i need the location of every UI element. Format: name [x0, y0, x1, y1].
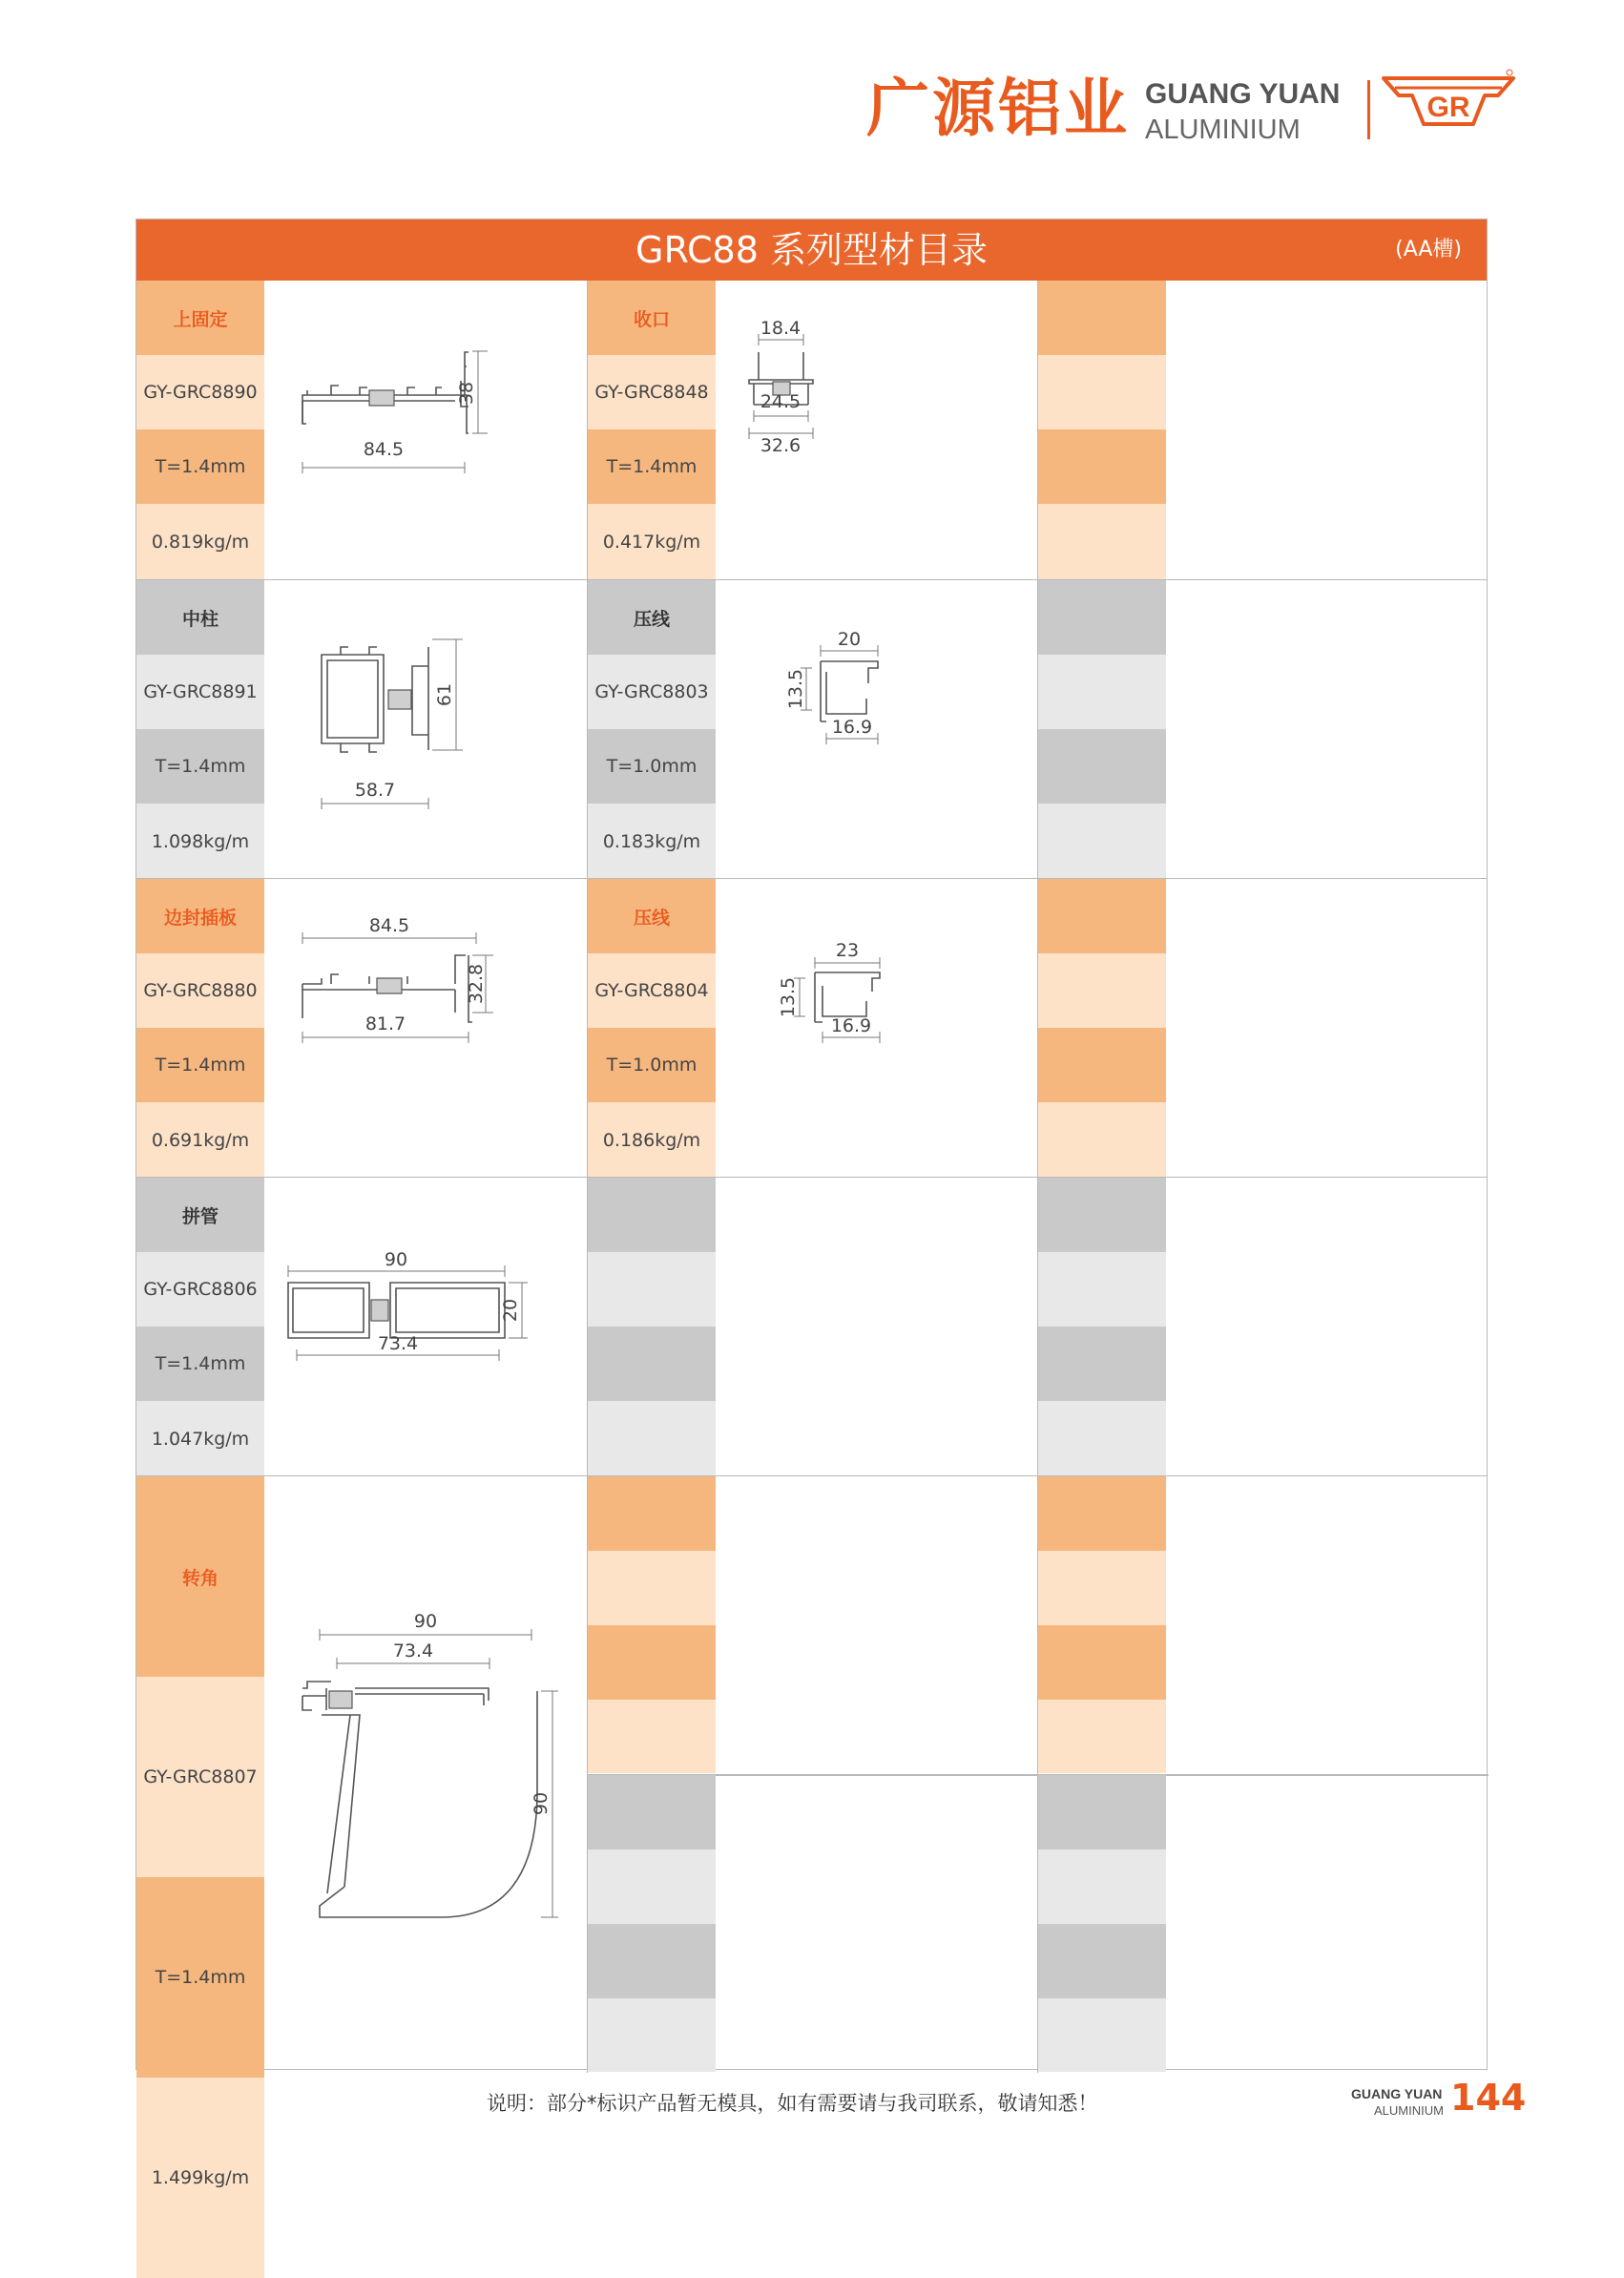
spec-thickness: T=1.0mm [588, 1028, 716, 1102]
brand-divider [1367, 80, 1370, 139]
spec-column [588, 580, 716, 878]
profile-diagram [716, 879, 1037, 1177]
profile-drawing [716, 580, 1037, 878]
spec-weight: 0.819kg/m [136, 504, 264, 579]
spec-thickness: T=1.4mm [588, 429, 716, 504]
spec-column [1038, 1178, 1166, 1475]
profile-drawing [1166, 281, 1489, 579]
spec-blank [588, 1775, 716, 1850]
spec-column [588, 1476, 716, 2073]
catalog-cell [1037, 281, 1489, 579]
profile-drawing [264, 580, 587, 878]
dim-height: 20 [500, 1298, 521, 1323]
dim-top-width: 18.4 [760, 318, 802, 339]
spec-code [1038, 1551, 1166, 1625]
catalog-row [136, 1177, 1487, 1475]
spec-name [1038, 879, 1166, 953]
spec-weight [1038, 804, 1166, 879]
spec-name [588, 1178, 716, 1252]
spec-code: GY-GRC8890 [136, 355, 264, 429]
profile-drawing [716, 281, 1037, 579]
spec-name [1038, 1476, 1166, 1551]
spec-code [588, 1551, 716, 1625]
spec-column [1038, 580, 1166, 878]
spec-code: GY-GRC8891 [136, 655, 264, 729]
spec-code: GY-GRC8804 [588, 953, 716, 1028]
spec-column [136, 281, 264, 579]
dim-height: 38 [456, 381, 477, 406]
spec-weight: 0.417kg/m [588, 504, 716, 579]
profile-drawing [1166, 1178, 1489, 1475]
catalog-title-bar [136, 219, 1487, 281]
catalog-cell [1037, 580, 1489, 878]
spec-name: 边封插板 [136, 879, 264, 953]
spec-code [1038, 953, 1166, 1028]
profile-diagram [264, 580, 587, 878]
spec-blank [1038, 1998, 1166, 2072]
catalog-cell [587, 1178, 1037, 1475]
catalog-cell [1037, 879, 1489, 1177]
catalog-title: GRC88 系列型材目录 [635, 229, 988, 271]
profile-drawing [264, 1476, 587, 2073]
spec-blank [588, 1850, 716, 1924]
footer-brand-line2: ALUMINIUM [1374, 2103, 1444, 2118]
profile-drawing [264, 281, 587, 579]
spec-thickness: T=1.4mm [136, 429, 264, 504]
catalog-row [136, 878, 1487, 1177]
spec-column [136, 1476, 264, 2188]
profile-diagram [716, 1178, 1037, 1475]
profile-diagram [1166, 879, 1489, 1177]
spec-blank [1038, 1850, 1166, 1924]
spec-weight: 0.691kg/m [136, 1102, 264, 1178]
spec-weight [1038, 504, 1166, 579]
dim-width: 58.7 [354, 780, 396, 801]
spec-blank [1038, 1775, 1166, 1850]
dim-bottom-width: 16.9 [831, 717, 873, 738]
spec-column [588, 1178, 716, 1475]
dim-height: 13.5 [785, 668, 806, 710]
spec-name: 转角 [136, 1476, 264, 1677]
spec-blank [588, 1924, 716, 1998]
catalog-cell [136, 879, 587, 1177]
profile-diagram [1166, 1178, 1489, 1475]
dim-outer-width: 32.6 [760, 435, 802, 456]
dim-width: 23 [835, 940, 860, 961]
brand-name-en-line2: ALUMINIUM [1145, 115, 1301, 145]
spec-name: 收口 [588, 281, 716, 355]
spec-thickness: T=1.4mm [136, 1028, 264, 1102]
profile-drawing [1166, 1476, 1489, 2073]
spec-name [588, 1476, 716, 1551]
profile-diagram [716, 1476, 1037, 2073]
profile-drawing [1166, 580, 1489, 878]
profile-drawing [716, 879, 1037, 1177]
dim-bottom-width: 81.7 [364, 1014, 406, 1035]
catalog-cell [587, 879, 1037, 1177]
spec-code [1038, 1252, 1166, 1327]
spec-weight: 0.186kg/m [588, 1102, 716, 1178]
footer-note: 说明：部分*标识产品暂无模具，如有需要请与我司联系，敬请知悉！ [487, 2092, 1098, 2115]
spec-thickness: T=1.4mm [136, 729, 264, 804]
spec-code: GY-GRC8848 [588, 355, 716, 429]
spec-name: 压线 [588, 879, 716, 953]
dim-inner-width: 73.4 [377, 1333, 419, 1354]
brand-name-en-line1: GUANG YUAN [1145, 78, 1341, 110]
catalog-cell [136, 281, 587, 579]
spec-code: GY-GRC8803 [588, 655, 716, 729]
spec-weight [588, 1700, 716, 1773]
dim-width: 20 [837, 629, 862, 650]
dim-height: 90 [531, 1791, 552, 1816]
catalog-cell [1037, 1476, 1489, 2073]
profile-drawing [716, 1178, 1037, 1475]
spec-column [588, 281, 716, 579]
profile-drawing [264, 1178, 587, 1475]
spec-weight: 1.098kg/m [136, 804, 264, 879]
profile-drawing [1166, 879, 1489, 1177]
dim-height: 61 [434, 682, 455, 707]
spec-thickness [1038, 1625, 1166, 1700]
catalog-cell [587, 281, 1037, 579]
spec-weight [1038, 1700, 1166, 1773]
profile-diagram [1166, 281, 1489, 579]
spec-thickness [588, 1625, 716, 1700]
profile-diagram [264, 1178, 587, 1475]
spec-thickness [1038, 729, 1166, 804]
catalog-cell [587, 580, 1037, 878]
dim-width: 84.5 [363, 439, 405, 460]
spec-name: 上固定 [136, 281, 264, 355]
spec-code: GY-GRC8880 [136, 953, 264, 1028]
spec-column [136, 879, 264, 1177]
spec-weight [1038, 1401, 1166, 1476]
spec-weight: 1.047kg/m [136, 1401, 264, 1476]
catalog-row [136, 281, 1487, 579]
spec-name [1038, 580, 1166, 655]
spec-weight: 1.499kg/m [136, 2078, 264, 2278]
profile-diagram [264, 281, 587, 579]
profile-diagram [1166, 1476, 1489, 2073]
profile-drawing [716, 1476, 1037, 2073]
spec-name [1038, 281, 1166, 355]
svg-text:GR: GR [1426, 92, 1470, 123]
spec-name: 中柱 [136, 580, 264, 655]
dim-inner-width: 73.4 [392, 1641, 434, 1661]
dim-height: 32.8 [466, 963, 487, 1005]
spec-column [588, 879, 716, 1177]
spec-code: GY-GRC8807 [136, 1677, 264, 1877]
spec-blank [588, 1998, 716, 2072]
profile-diagram [716, 580, 1037, 878]
spec-thickness: T=1.4mm [136, 1327, 264, 1401]
spec-thickness: T=1.0mm [588, 729, 716, 804]
footer-brand-line1: GUANG YUAN [1351, 2086, 1443, 2101]
profile-diagram [264, 879, 587, 1177]
catalog-cell [1037, 1178, 1489, 1475]
spec-thickness [1038, 429, 1166, 504]
spec-column [136, 580, 264, 878]
catalog-row [136, 579, 1487, 878]
catalog-cell [136, 1178, 587, 1475]
spec-thickness: T=1.4mm [136, 1877, 264, 2078]
profile-diagram [716, 281, 1037, 579]
spec-column [136, 1178, 264, 1475]
profile-diagram [264, 1476, 587, 2073]
dim-top-width: 84.5 [368, 915, 410, 936]
spec-name: 拼管 [136, 1178, 264, 1252]
spec-code [588, 1252, 716, 1327]
brand-logo-icon [1382, 69, 1515, 145]
spec-code [1038, 355, 1166, 429]
catalog-cell [136, 1476, 587, 2188]
spec-code [1038, 655, 1166, 729]
catalog-cell [587, 1476, 1037, 2073]
spec-thickness [588, 1327, 716, 1401]
dim-total-width: 90 [384, 1249, 408, 1270]
catalog-subtitle: (AA槽) [1395, 238, 1462, 261]
spec-thickness [1038, 1028, 1166, 1102]
spec-code: GY-GRC8806 [136, 1252, 264, 1327]
brand-name-cn: 广源铝业 [866, 72, 1130, 145]
spec-weight: 0.183kg/m [588, 804, 716, 879]
spec-column [1038, 1476, 1166, 2073]
dim-inner-width: 24.5 [760, 391, 802, 412]
profile-drawing [264, 879, 587, 1177]
spec-blank [1038, 1924, 1166, 1998]
dim-height: 13.5 [778, 976, 799, 1018]
catalog-cell [136, 580, 587, 878]
spec-name [1038, 1178, 1166, 1252]
spec-weight [1038, 1102, 1166, 1178]
dim-bottom-width: 16.9 [830, 1015, 872, 1036]
dim-outer-width: 90 [413, 1611, 438, 1632]
spec-weight [588, 1401, 716, 1476]
profile-diagram [1166, 580, 1489, 878]
page-number: 144 [1450, 2077, 1527, 2119]
spec-thickness [1038, 1327, 1166, 1401]
spec-column [1038, 281, 1166, 579]
spec-column [1038, 879, 1166, 1177]
spec-name: 压线 [588, 580, 716, 655]
